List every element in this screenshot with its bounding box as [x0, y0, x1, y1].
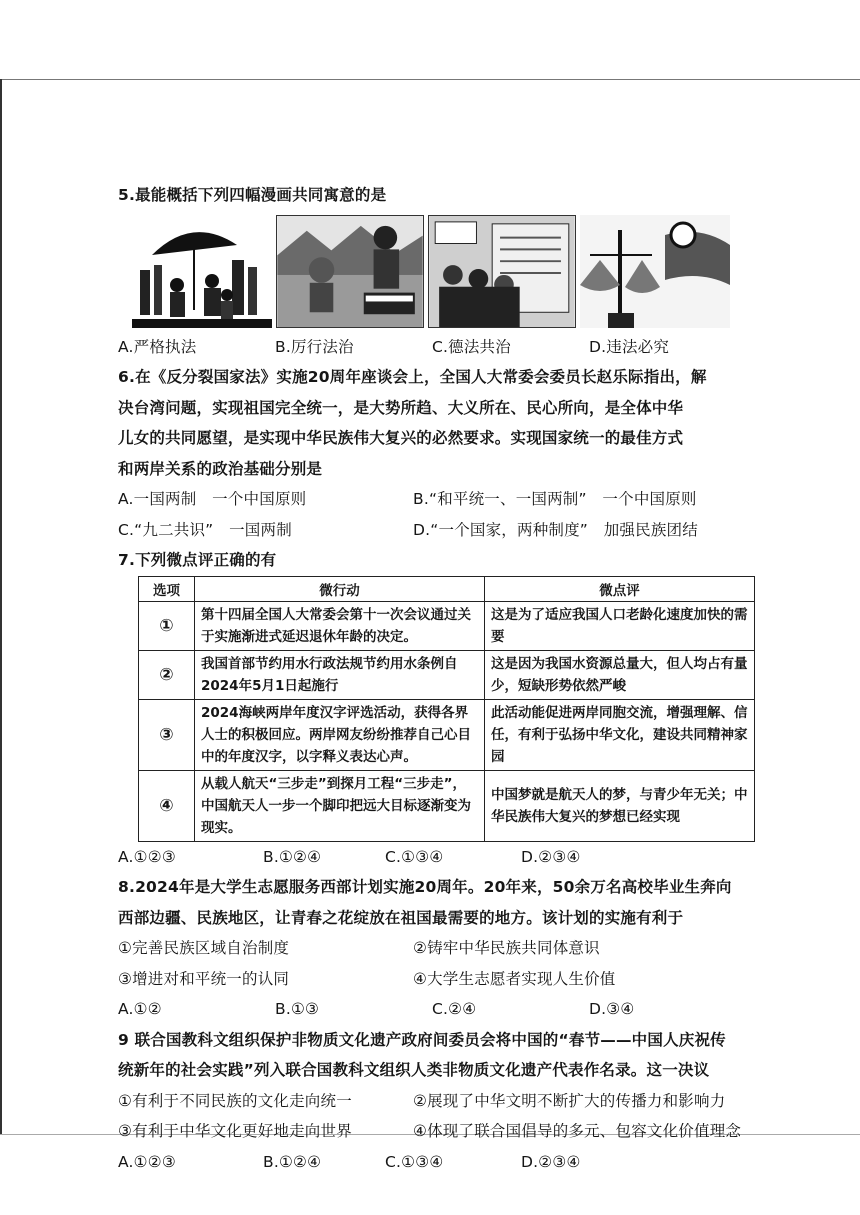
q8-line-1: 8.2024年是大学生志愿服务西部计划实施20周年。20年来，50余万名高校毕业生奔向: [118, 878, 732, 896]
cartoon-umbrella-image: [132, 215, 272, 328]
q9-line-2: 统新年的社会实践”列入联合国教科文组织人类非物质文化遗产代表作名录。这一决议: [118, 1061, 710, 1079]
q9-line-1: 9 联合国教科文组织保护非物质文化遗产政府间委员会将中国的“春节——中国人庆祝传: [118, 1030, 726, 1049]
q9-item-3: ③有利于中华文化更好地走向世界: [118, 1122, 352, 1140]
q6-line-3: 儿女的共同愿望，是实现中华民族伟大复兴的必然要求。实现国家统一的最佳方式: [118, 429, 684, 447]
q6-line-1: 6.在《反分裂国家法》实施20周年座谈会上，全国人大常委会委员长赵乐际指出，解: [118, 368, 707, 386]
q9-item-2: ②展现了中华文明不断扩大的传播力和影响力: [413, 1091, 726, 1110]
q9-option-c[interactable]: C.①③④: [385, 1152, 444, 1171]
q7-option-b[interactable]: B.①②④: [263, 847, 322, 866]
q6-line-4: 和两岸关系的政治基础分别是: [118, 459, 323, 478]
q5-option-d[interactable]: D.违法必究: [589, 337, 670, 356]
q9-option-d[interactable]: D.②③④: [521, 1152, 581, 1171]
q9-options: [118, 1147, 748, 1178]
q6-options-row-1: [118, 484, 748, 515]
q8-options: [118, 994, 748, 1025]
q5-option-b[interactable]: B.厉行法治: [275, 337, 354, 356]
q9-option-b[interactable]: B.①②④: [263, 1152, 322, 1171]
q8-item-3: ③增进对和平统一的认同: [118, 969, 290, 988]
cartoon-scale-image: [580, 215, 730, 328]
q8-item-2: ②铸牢中华民族共同体意识: [413, 939, 600, 957]
q7-row-num: ③: [139, 699, 195, 770]
q8-items-row-2: [118, 964, 748, 995]
q7-row-comment: 这是因为我国水资源总量大，但人均占有量少，短缺形势依然严峻: [485, 650, 755, 699]
q8-option-a[interactable]: A.①②: [118, 1000, 162, 1018]
q8-option-c[interactable]: C.②④: [432, 1000, 477, 1018]
q7-row-comment: 这是为了适应我国人口老龄化速度加快的需要: [485, 601, 755, 650]
q6-option-b[interactable]: B.“和平统一、一国两制” 一个中国原则: [413, 490, 697, 508]
q7-header-comment: 微点评: [485, 576, 755, 601]
q5-option-a[interactable]: A.严格执法: [118, 337, 197, 356]
q7-row-action: 2024海峡两岸年度汉字评选活动，获得各界人士的积极回应。两岸网友纷纷推荐自己心目中的年度汉字，以字释义表达心声。: [195, 699, 485, 770]
q5-stem: 5.最能概括下列四幅漫画共同寓意的是: [118, 186, 387, 204]
q7-table-header: [139, 576, 755, 601]
q6-options-row-2: [118, 515, 748, 546]
q5-option-c[interactable]: C.德法共治: [432, 337, 511, 356]
q7-option-c[interactable]: C.①③④: [385, 847, 444, 866]
table-row: [139, 770, 755, 841]
q8-item-1: ①完善民族区域自治制度: [118, 939, 290, 957]
q9-items-row-2: [118, 1116, 748, 1147]
q5-options: [118, 332, 748, 363]
q6-option-c[interactable]: C.“九二共识” 一国两制: [118, 520, 292, 539]
q7-option-a[interactable]: A.①②③: [118, 847, 176, 866]
q8-line-2: 西部边疆、民族地区，让青春之花绽放在祖国最需要的地方。该计划的实施有利于: [118, 908, 684, 927]
exam-content: [118, 180, 748, 1177]
q9-items-row-1: [118, 1086, 748, 1117]
q7-row-action: 我国首部节约用水行政法规节约用水条例自2024年5月1日起施行: [195, 650, 485, 699]
q7-row-num: ①: [139, 601, 195, 650]
q6-line-2: 决台湾问题，实现祖国完全统一，是大势所趋、大义所在、民心所向，是全体中华: [118, 398, 684, 417]
q7-table: [138, 576, 755, 842]
cartoon-courtroom-image: [276, 215, 424, 328]
q7-row-action: 第十四届全国人大常委会第十一次会议通过关于实施渐进式延迟退休年龄的决定。: [195, 601, 485, 650]
table-row: [139, 650, 755, 699]
page-top-edge: [0, 79, 860, 80]
q7-row-num: ②: [139, 650, 195, 699]
q7-options: [118, 842, 748, 873]
q8-items-row-1: [118, 933, 748, 964]
q6-option-a[interactable]: A.一国两制 一个中国原则: [118, 490, 307, 508]
q7-row-num: ④: [139, 770, 195, 841]
q6-option-d[interactable]: D.“一个国家，两种制度” 加强民族团结: [413, 520, 698, 539]
q9-item-4: ④体现了联合国倡导的多元、包容文化价值理念: [413, 1122, 742, 1140]
q7-row-comment: 此活动能促进两岸同胞交流，增强理解、信任，有利于弘扬中华文化，建设共同精神家园: [485, 699, 755, 770]
q7-header-option: 选项: [139, 576, 195, 601]
q8-option-b[interactable]: B.①③: [275, 1000, 320, 1018]
q7-stem: 7.下列微点评正确的有: [118, 551, 277, 569]
q9-option-a[interactable]: A.①②③: [118, 1152, 176, 1171]
q7-header-action: 微行动: [195, 576, 485, 601]
q9-item-1: ①有利于不同民族的文化走向统一: [118, 1091, 352, 1110]
q7-option-d[interactable]: D.②③④: [521, 847, 581, 866]
q8-option-d[interactable]: D.③④: [589, 1000, 635, 1018]
q7-row-comment: 中国梦就是航天人的梦，与青少年无关；中华民族伟大复兴的梦想已经实现: [485, 770, 755, 841]
q8-item-4: ④大学生志愿者实现人生价值: [413, 969, 616, 988]
page-left-edge: [0, 79, 2, 1135]
cartoon-board-image: [428, 215, 576, 328]
table-row: [139, 601, 755, 650]
table-row: [139, 699, 755, 770]
q7-row-action: 从载人航天“三步走”到探月工程“三步走”，中国航天人一步一个脚印把远大目标逐渐变为现实。: [195, 770, 485, 841]
q5-cartoons: [132, 215, 748, 328]
